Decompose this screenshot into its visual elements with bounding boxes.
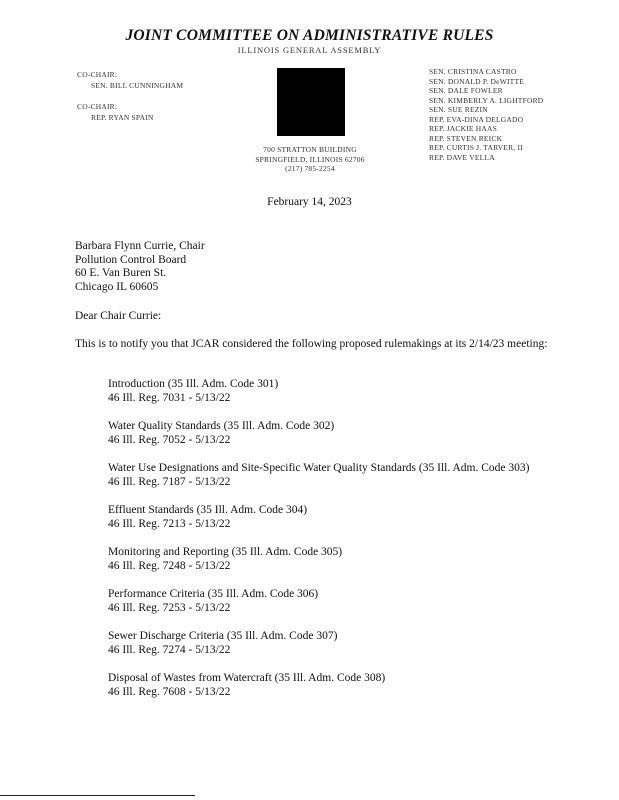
- assembly-subtitle: ILLINOIS GENERAL ASSEMBLY: [237, 45, 382, 55]
- member-name: REP. STEVEN REICK: [429, 133, 503, 143]
- member-name: REP. CURTIS J. TARVER, II: [429, 143, 523, 152]
- letter-date: February 14, 2023: [267, 196, 352, 208]
- office-address: [240, 145, 380, 174]
- member-name: SEN. DONALD P. DeWITTE: [429, 76, 525, 86]
- member-name: SEN. DALE FOWLER: [429, 86, 503, 95]
- rule-title: Effluent Standards (35 Ill. Adm. Code 304): [108, 504, 308, 516]
- rule-register: 46 Ill. Reg. 7608 - 5/13/22: [108, 685, 231, 698]
- committee-members: [429, 67, 543, 162]
- rulemaking-item: [108, 672, 548, 699]
- rulemaking-item: [108, 504, 548, 531]
- rule-title: Performance Criteria (35 Ill. Adm. Code 306): [108, 588, 319, 600]
- rule-title: Monitoring and Reporting (35 Ill. Adm. Code 305): [108, 546, 343, 558]
- addressee-line: Chicago IL 60605: [75, 280, 159, 293]
- rule-register: 46 Ill. Reg. 7253 - 5/13/22: [108, 601, 231, 614]
- member-name: REP. DAVE VELLA: [429, 152, 495, 162]
- rule-title: Introduction (35 Ill. Adm. Code 301): [108, 378, 279, 390]
- member-name: SEN. SUE REZIN: [429, 105, 488, 114]
- addressee-line: 60 E. Van Buren St.: [75, 267, 167, 279]
- cochair-name: REP. RYAN SPAIN: [91, 113, 154, 122]
- rulemaking-item: [108, 420, 548, 447]
- rulemaking-item: [108, 462, 548, 489]
- rulemaking-item: [108, 378, 548, 405]
- rule-register: 46 Ill. Reg. 7213 - 5/13/22: [108, 517, 231, 530]
- rule-title: Water Quality Standards (35 Ill. Adm. Code 302): [108, 420, 335, 432]
- intro-paragraph: This is to notify you that JCAR considered the following proposed rulemakings at its 2/14/23 meeting:: [75, 338, 548, 350]
- footer-divider: [0, 795, 195, 796]
- cochair-label: CO-CHAIR:: [77, 102, 118, 111]
- address-phone: (217) 785-2254: [285, 164, 335, 173]
- member-name: SEN. CRISTINA CASTRO: [429, 67, 517, 76]
- addressee-block: [75, 240, 205, 294]
- greeting: Dear Chair Currie:: [75, 310, 162, 322]
- rule-register: 46 Ill. Reg. 7187 - 5/13/22: [108, 475, 231, 488]
- member-name: REP. EVA-DINA DELGADO: [429, 114, 524, 124]
- member-name: SEN. KIMBERLY A. LIGHTFORD: [429, 95, 544, 105]
- address-line: SPRINGFIELD, ILLINOIS 62706: [255, 154, 365, 164]
- rule-title: Sewer Discharge Criteria (35 Ill. Adm. Code 307): [108, 630, 338, 642]
- rulemaking-item: [108, 588, 548, 615]
- rulemaking-item: [108, 546, 548, 573]
- rulemaking-list: [108, 378, 548, 714]
- rulemaking-item: [108, 630, 548, 657]
- rule-register: 46 Ill. Reg. 7248 - 5/13/22: [108, 559, 231, 572]
- member-name: REP. JACKIE HAAS: [429, 124, 498, 133]
- redacted-seal: [277, 68, 345, 136]
- rule-title: Water Use Designations and Site-Specific Water Quality Standards (35 Ill. Adm. Code 303): [108, 462, 530, 474]
- addressee-line: Pollution Control Board: [75, 253, 187, 266]
- rule-register: 46 Ill. Reg. 7052 - 5/13/22: [108, 433, 231, 446]
- rule-register: 46 Ill. Reg. 7031 - 5/13/22: [108, 391, 231, 404]
- committee-title: JOINT COMMITTEE ON ADMINISTRATIVE RULES: [125, 27, 494, 44]
- rule-title: Disposal of Wastes from Watercraft (35 Ill. Adm. Code 308): [108, 672, 386, 684]
- addressee-line: Barbara Flynn Currie, Chair: [75, 240, 205, 252]
- cochair-name: SEN. BILL CUNNINGHAM: [91, 81, 184, 90]
- address-line: 700 STRATTON BUILDING: [263, 145, 357, 154]
- cochair-label: CO-CHAIR:: [77, 70, 118, 79]
- rule-register: 46 Ill. Reg. 7274 - 5/13/22: [108, 643, 231, 656]
